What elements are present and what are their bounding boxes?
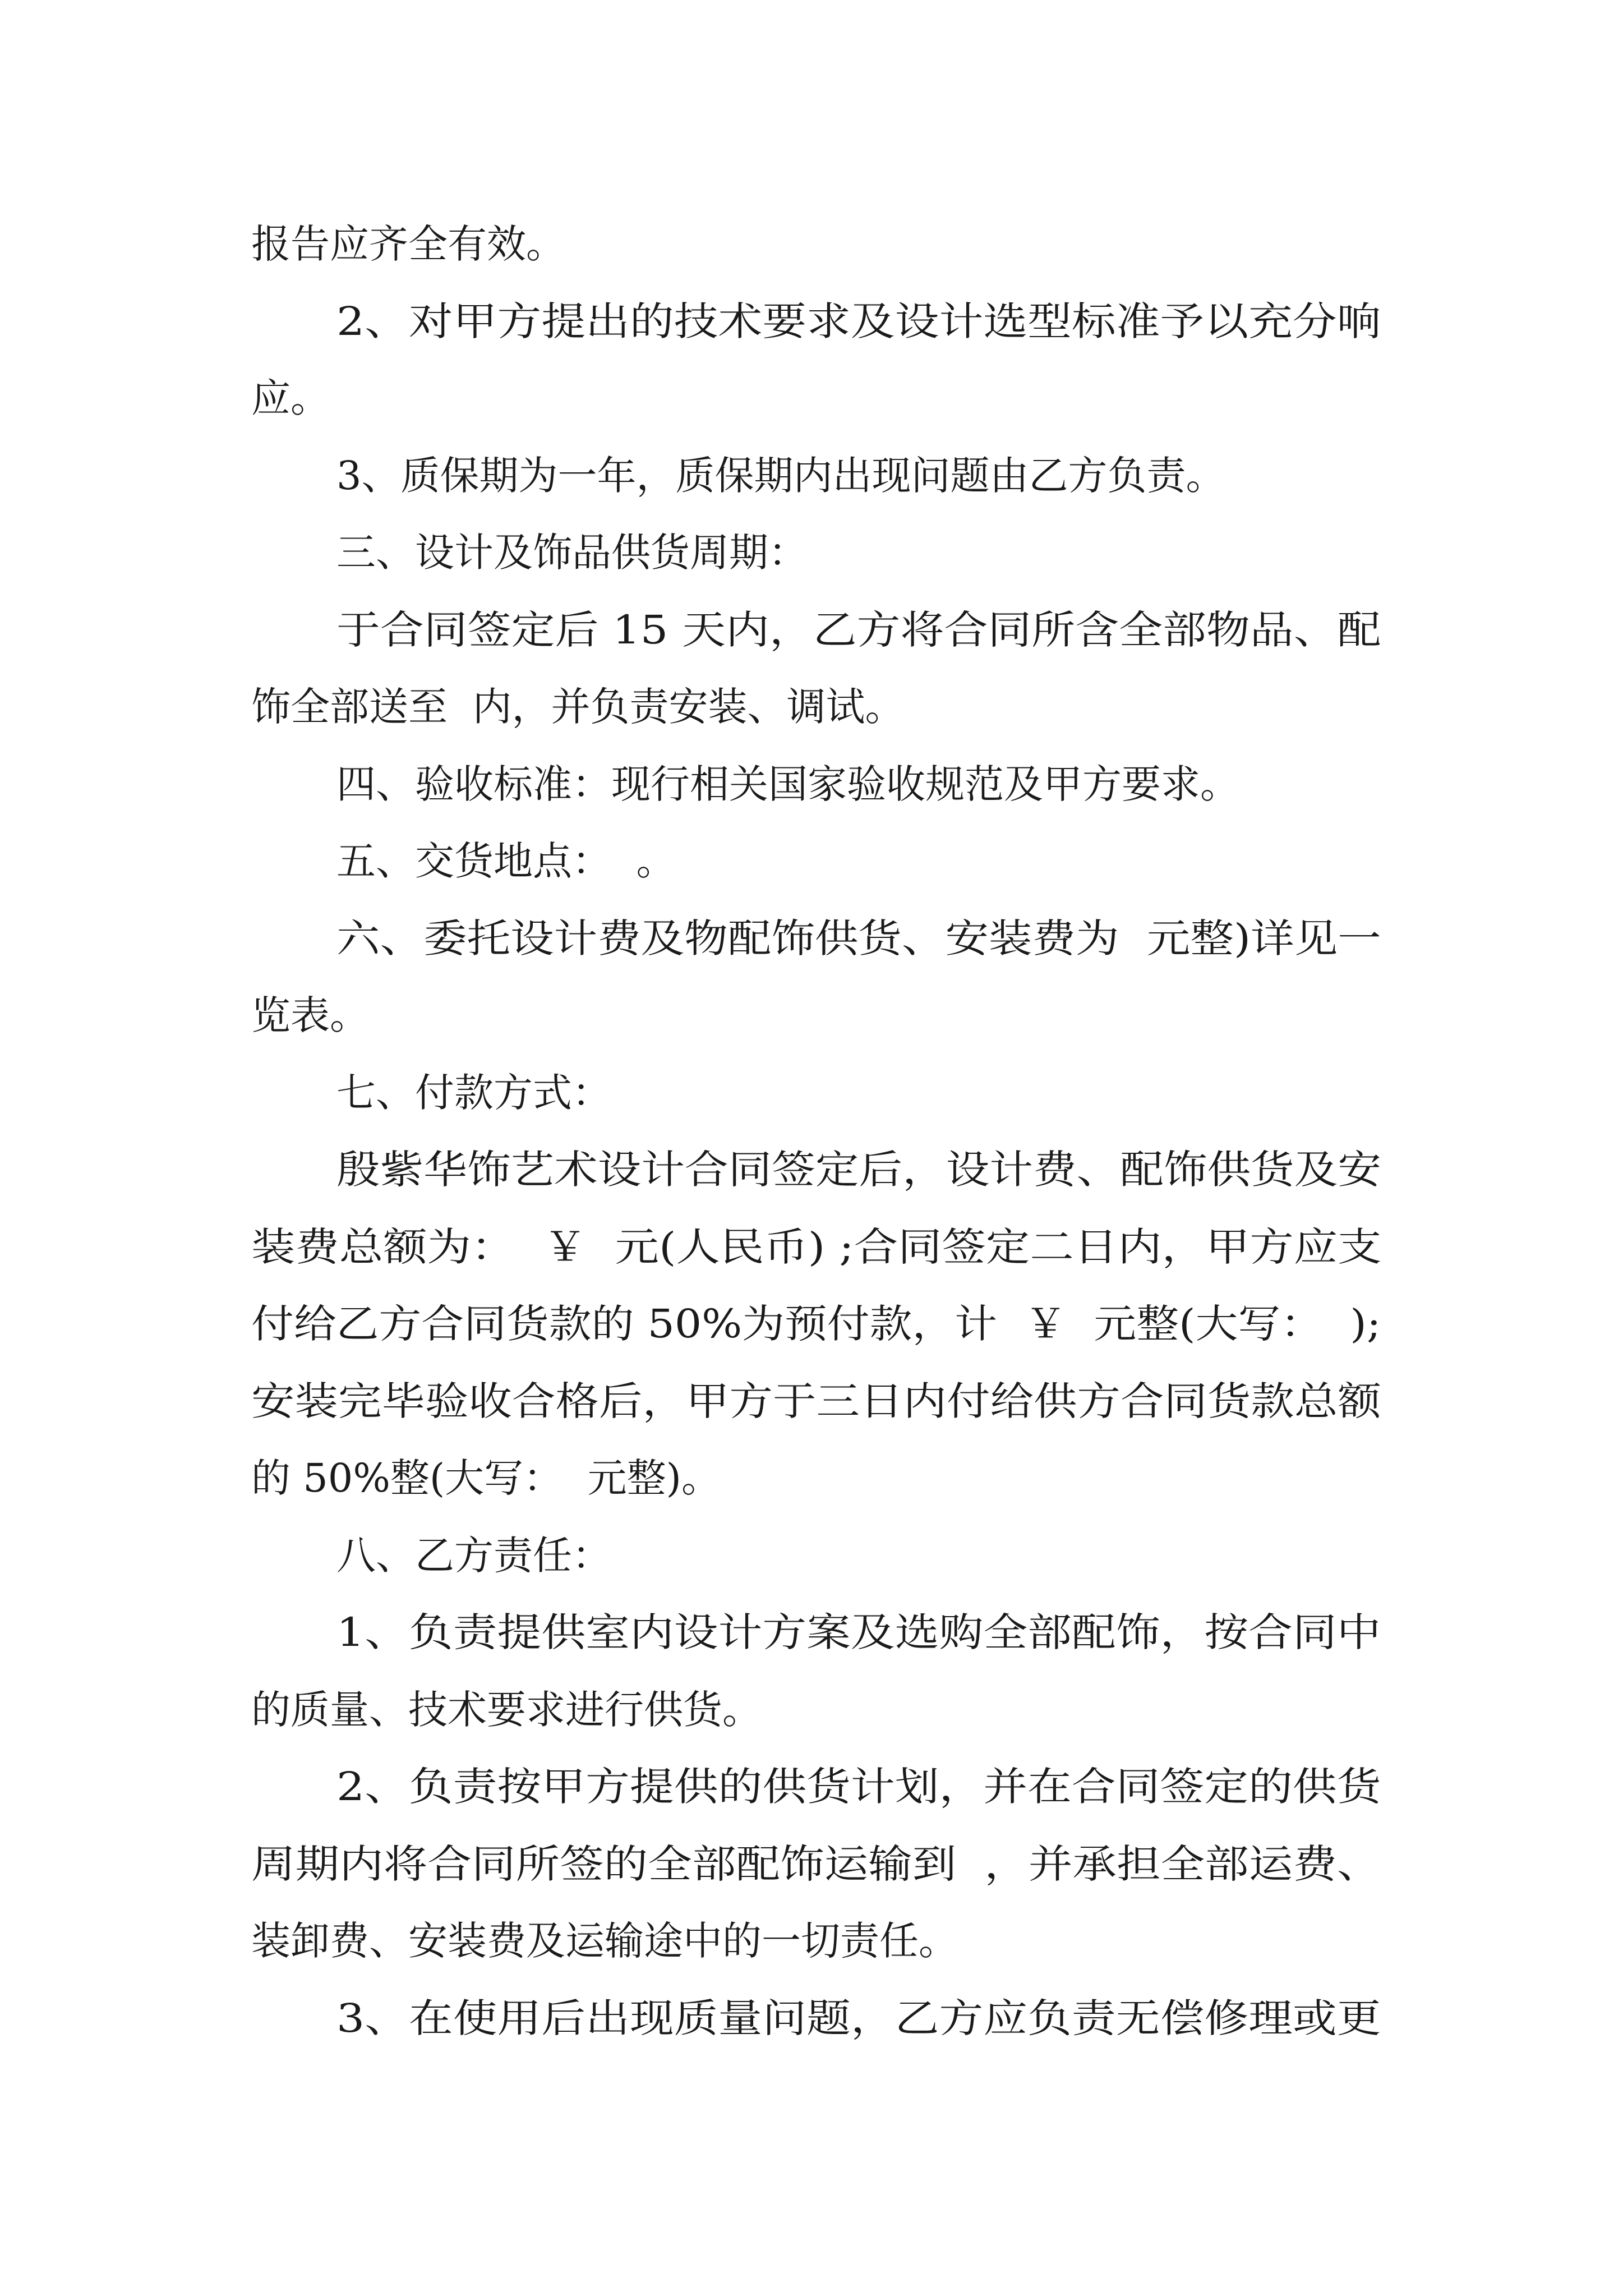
text-line: 五、交货地点： 。 — [336, 838, 676, 884]
text-line: 八、乙方责任： — [336, 1533, 611, 1579]
text-line: 装卸费、安装费及运输途中的一切责任。 — [251, 1918, 958, 1964]
text-line: 殷紫华饰艺术设计合同签定后，设计费、配饰供货及安 — [336, 1147, 1381, 1193]
text-line: 装费总额为： ￥ 元(人民币) ;合同签定二日内，甲方应支 — [251, 1224, 1382, 1270]
text-line: 于合同签定后 15 天内，乙方将合同所含全部物品、配 — [336, 607, 1381, 653]
text-line: 3、在使用后出现质量问题，乙方应负责无偿修理或更 — [336, 1995, 1381, 2041]
text-line: 报告应齐全有效。 — [251, 221, 565, 267]
text-line: 七、付款方式： — [336, 1070, 611, 1116]
text-line: 三、设计及饰品供货周期： — [336, 530, 808, 576]
text-line: 的质量、技术要求进行供货。 — [251, 1687, 762, 1733]
text-line: 1、负责提供室内设计方案及选购全部配饰，按合同中 — [336, 1609, 1381, 1655]
text-line: 六、委托设计费及物配饰供货、安装费为 元整)详见一 — [336, 915, 1381, 961]
text-line: 3、质保期为一年，质保期内出现问题由乙方负责。 — [336, 453, 1225, 499]
text-line: 付给乙方合同货款的 50%为预付款，计 ￥ 元整(大写： ); — [251, 1301, 1381, 1347]
text-line: 应。 — [251, 375, 330, 421]
text-line: 安装完毕验收合格后，甲方于三日内付给供方合同货款总额 — [251, 1378, 1381, 1424]
text-line: 2、对甲方提出的技术要求及设计选型标准予以充分响 — [336, 298, 1381, 344]
text-line: 四、验收标准：现行相关国家验收规范及甲方要求。 — [336, 761, 1239, 807]
text-line: 周期内将合同所签的全部配饰运输到 ，并承担全部运费、 — [251, 1841, 1381, 1887]
text-line: 览表。 — [251, 992, 369, 1038]
text-line: 2、负责按甲方提供的供货计划，并在合同签定的供货 — [336, 1764, 1381, 1810]
text-line: 饰全部送至 内，并负责安装、调试。 — [251, 684, 905, 730]
text-line: 的 50%整(大写： 元整)。 — [251, 1455, 721, 1501]
